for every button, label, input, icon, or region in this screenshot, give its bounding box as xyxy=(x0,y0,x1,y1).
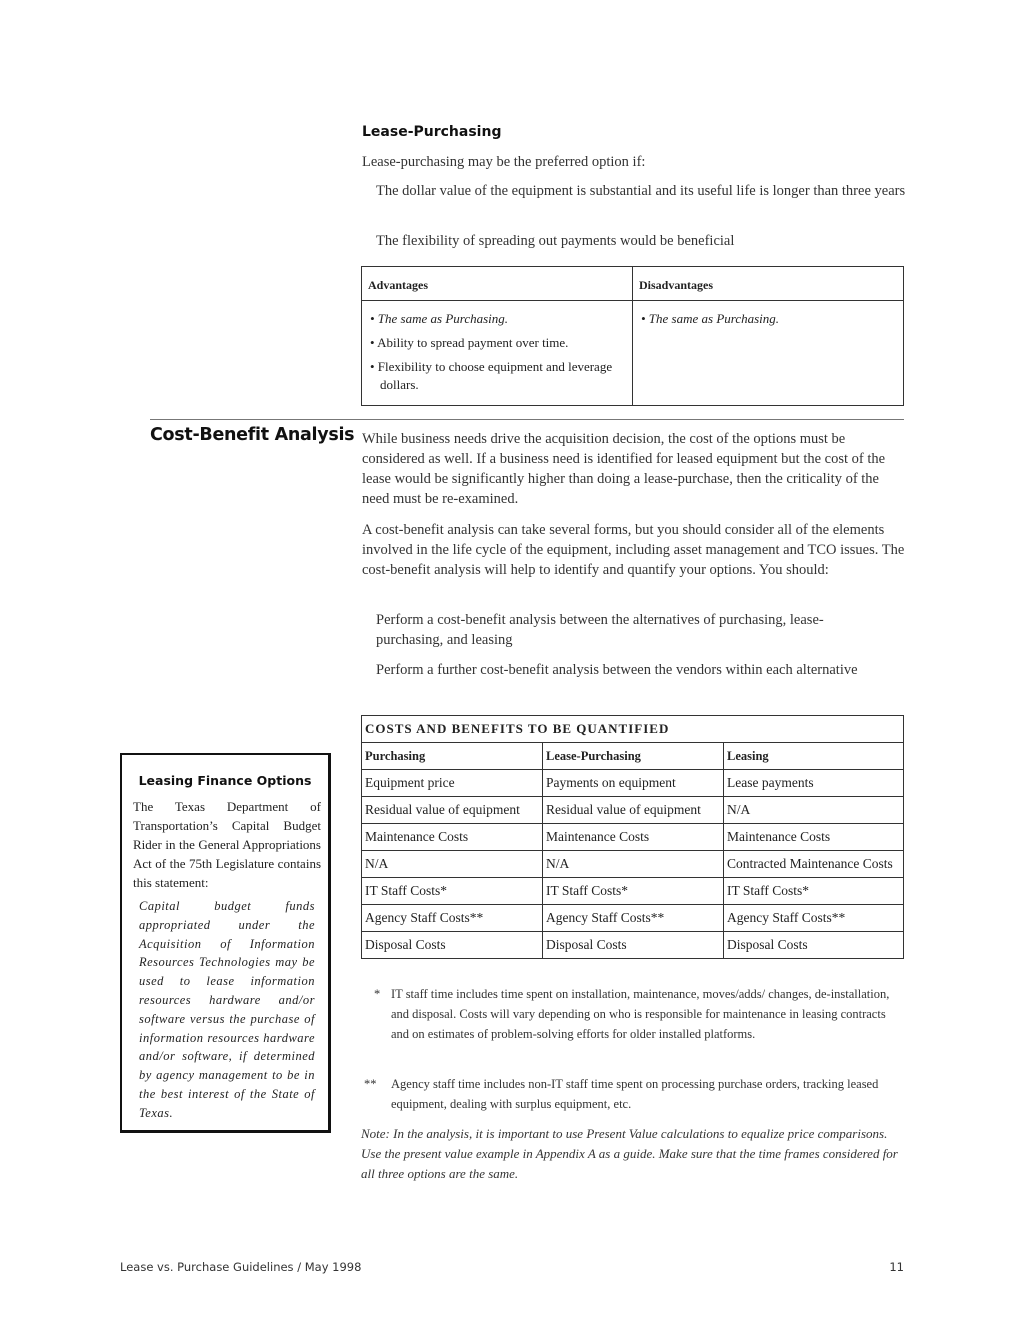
column-header-lease-purchasing: Lease-Purchasing xyxy=(543,743,724,770)
table-row xyxy=(362,797,904,824)
table-cell: Disposal Costs xyxy=(362,932,543,959)
advantages-header: Advantages xyxy=(362,267,633,301)
advantage-item: • Flexibility to choose equipment and leverage dollars. xyxy=(370,359,613,392)
table-row xyxy=(362,824,904,851)
footnote-it-staff: IT staff time includes time spent on installation, maintenance, moves/adds/ changes, de-installation, and disposal. Costs will vary depending on who is responsible for maintenance in leasing contracts and on estimates of problem-solving efforts for older installed platforms. xyxy=(391,987,890,1041)
column-header-leasing: Leasing xyxy=(724,743,904,770)
table-cell: Disposal Costs xyxy=(724,932,904,959)
table-row xyxy=(362,932,904,959)
table-cell: Maintenance Costs xyxy=(543,824,724,851)
lease-purchasing-condition: The dollar value of the equipment is substantial and its useful life is longer than three years xyxy=(376,183,906,199)
table-cell: Agency Staff Costs** xyxy=(543,905,724,932)
cost-benefit-step: Perform a cost-benefit analysis between the alternatives of purchasing, lease-purchasing, and leasing xyxy=(376,612,824,648)
cost-benefit-paragraph: While business needs drive the acquisition decision, the cost of the options must be considered as well. If a business need is identified for leased equipment but the cost of the lease would be significantly higher than doing a lease-purchase, then the criticality of the need must be re-examined. xyxy=(362,431,886,507)
table-cell: Maintenance Costs xyxy=(362,824,543,851)
table-cell: Agency Staff Costs** xyxy=(362,905,543,932)
table-cell: Maintenance Costs xyxy=(724,824,904,851)
table-row xyxy=(362,905,904,932)
table-cell: Residual value of equipment xyxy=(362,797,543,824)
footnote-marker: * xyxy=(374,987,381,1001)
column-header-purchasing: Purchasing xyxy=(362,743,543,770)
footnote-agency-staff: Agency staff time includes non-IT staff time spent on processing purchase orders, tracking leased equipment, dealing with surplus equipment, etc. xyxy=(391,1077,879,1111)
present-value-note: Note: In the analysis, it is important to use Present Value calculations to equalize price comparisons. Use the present value example in Appendix A as a guide. Make sure that the time frames considered for all three options are the same. xyxy=(361,1126,898,1181)
cost-benefit-heading: Cost-Benefit Analysis xyxy=(150,425,355,445)
cost-benefit-paragraph: A cost-benefit analysis can take several forms, but you should consider all of the elements involved in the life cycle of the equipment, including asset management and TCO issues. The cost-benefit analysis will help to identify and quantify your options. You should: xyxy=(362,522,905,578)
table-cell: Lease payments xyxy=(724,770,904,797)
costs-benefits-table xyxy=(361,715,904,959)
table-cell: IT Staff Costs* xyxy=(724,878,904,905)
table-cell: Residual value of equipment xyxy=(543,797,724,824)
advantage-item: • The same as Purchasing. xyxy=(370,311,509,326)
table-cell: N/A xyxy=(362,851,543,878)
table-cell: IT Staff Costs* xyxy=(362,878,543,905)
table-row xyxy=(362,770,904,797)
lease-purchasing-intro: Lease-purchasing may be the preferred option if: xyxy=(362,154,646,170)
section-divider xyxy=(150,419,904,420)
disadvantages-cell xyxy=(633,301,904,406)
table-cell: Contracted Maintenance Costs xyxy=(724,851,904,878)
page-number: 11 xyxy=(889,1260,904,1274)
disadvantages-header: Disadvantages xyxy=(633,267,904,301)
cost-benefit-step: Perform a further cost-benefit analysis between the vendors within each alternative xyxy=(376,662,858,678)
table-cell: Agency Staff Costs** xyxy=(724,905,904,932)
costs-table-caption: COSTS AND BENEFITS TO BE QUANTIFIED xyxy=(362,716,904,743)
table-cell: Payments on equipment xyxy=(543,770,724,797)
table-cell: N/A xyxy=(543,851,724,878)
footnote-marker: ** xyxy=(364,1077,377,1091)
leasing-finance-sidebar xyxy=(120,753,331,1133)
sidebar-intro: The Texas Department of Transportation’s Capital Budget Rider in the General Appropriations Act of the 75th Legislature contains this statement: xyxy=(133,799,321,890)
table-row xyxy=(362,851,904,878)
lease-purchasing-condition: The flexibility of spreading out payments would be beneficial xyxy=(376,233,735,249)
disadvantage-item: • The same as Purchasing. xyxy=(641,311,780,326)
sidebar-quote: Capital budget funds appropriated under the Acquisition of Information Resources Technologies may be used to lease information resources hardware and/or software versus the purchase of information resources hardware and/or software, if determined by agency management to be in the best interest of the State of Texas. xyxy=(139,899,315,1120)
table-cell: N/A xyxy=(724,797,904,824)
table-row xyxy=(362,878,904,905)
sidebar-title: Leasing Finance Options xyxy=(138,773,312,788)
advantage-item: • Ability to spread payment over time. xyxy=(370,335,569,350)
table-cell: Equipment price xyxy=(362,770,543,797)
table-cell: Disposal Costs xyxy=(543,932,724,959)
advantages-cell xyxy=(362,301,633,406)
footer-document-title: Lease vs. Purchase Guidelines / May 1998 xyxy=(120,1260,362,1274)
table-cell: IT Staff Costs* xyxy=(543,878,724,905)
lease-purchasing-heading: Lease-Purchasing xyxy=(362,124,502,140)
advantages-disadvantages-table xyxy=(361,266,904,406)
